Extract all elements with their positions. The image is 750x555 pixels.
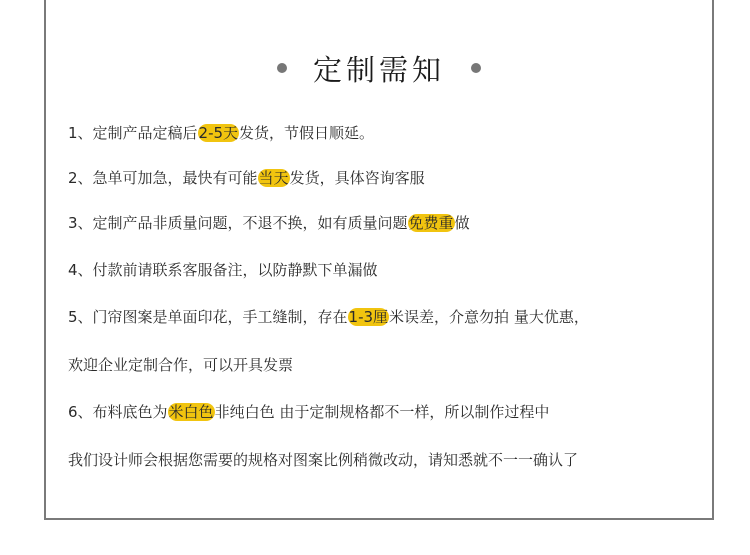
notice-line-7 <box>68 402 549 422</box>
notice-card <box>44 0 714 520</box>
highlight-text: 2-5天 <box>198 124 239 142</box>
notice-text: 发货，节假日顺延。 <box>239 124 375 142</box>
notice-text: 非纯白色 由于定制规格都不一样，所以制作过程中 <box>214 403 550 421</box>
title-row <box>46 48 712 88</box>
notice-line-4 <box>68 260 378 280</box>
highlight-text: 米白色 <box>168 403 214 421</box>
notice-text: 6、布料底色为 <box>68 403 168 421</box>
notice-line-1 <box>68 123 374 143</box>
notice-text: 米误差，介意勿拍 量大优惠， <box>389 308 589 326</box>
notice-text: 2、急单可加急，最快有可能 <box>68 169 258 187</box>
notice-text: 我们设计师会根据您需要的规格对图案比例稍微改动，请知悉就不一一确认了 <box>68 451 579 469</box>
notice-line-5 <box>68 307 589 327</box>
highlight-text: 免费重 <box>408 214 454 232</box>
notice-text: 5、门帘图案是单面印花，手工缝制，存在 <box>68 308 348 326</box>
notice-text: 4、付款前请联系客服备注，以防静默下单漏做 <box>68 261 378 279</box>
bullet-dot-left <box>277 63 287 73</box>
notice-line-2 <box>68 168 425 188</box>
notice-line-8 <box>68 450 578 470</box>
highlight-text: 1-3厘 <box>348 308 389 326</box>
notice-text: 欢迎企业定制合作，可以开具发票 <box>68 356 294 374</box>
highlight-text: 当天 <box>258 169 289 187</box>
notice-line-6 <box>68 355 293 375</box>
page-title: 定制需知 <box>312 52 445 87</box>
notice-text: 3、定制产品非质量问题，不退不换，如有质量问题 <box>68 214 408 232</box>
notice-text: 发货，具体咨询客服 <box>289 169 425 187</box>
notice-line-3 <box>68 213 470 233</box>
bullet-dot-right <box>471 63 481 73</box>
notice-text: 1、定制产品定稿后 <box>68 124 198 142</box>
notice-text: 做 <box>454 214 470 232</box>
